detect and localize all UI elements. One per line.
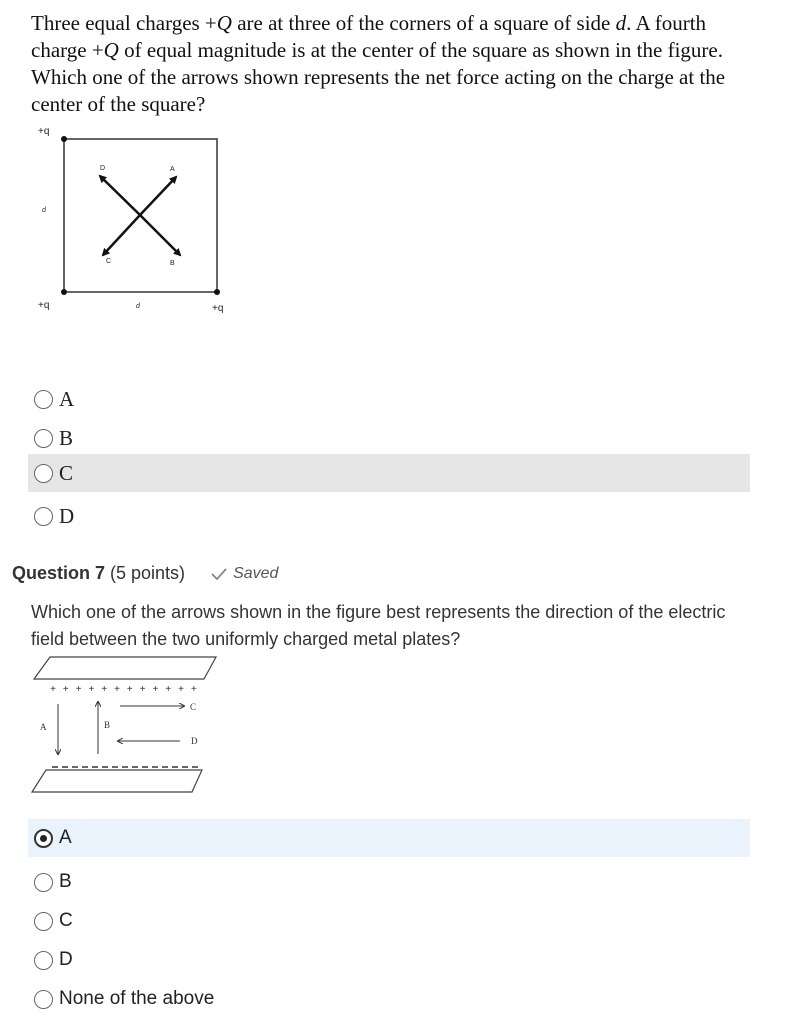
q6-option-a[interactable]: A [28,380,750,418]
saved-status [211,565,278,583]
q6-option-c[interactable]: C [28,454,750,492]
q7-option-b[interactable]: B [28,863,750,901]
question-7-title: Question 7 [12,563,106,583]
q6-radio-c[interactable] [34,464,53,483]
q6-option-b[interactable]: B [28,419,750,457]
q7-option-c[interactable]: C [28,902,750,940]
arrow-label-c: C [106,258,112,265]
arrow-label-d: D [100,165,106,172]
q6-option-d[interactable]: D [28,497,750,535]
arrow-label-c: C [190,702,197,712]
square-charges-figure [30,122,250,322]
arrow-label-b: B [170,260,175,267]
q7-radio-b[interactable] [34,873,53,892]
q7-radio-none[interactable] [34,990,53,1009]
arrow-label-a: A [40,722,47,732]
question-7-text: Which one of the arrows shown in the figure best represents the direction of the electric field between the two uniformly charged metal plates? [31,602,726,649]
question-6-text: Three equal charges +Q are at three of the corners of a square of side d. A fourth charge +Q of equal magnitude is at the center of the square as shown in the figure. Which one of the arrows shown represents the net force acting on the charge at the center of the square? [31,11,726,116]
q7-radio-d[interactable] [34,951,53,970]
charge-label-bottom-left: +q [38,300,50,311]
question-7-header [12,563,278,584]
q7-option-none[interactable]: None of the above [28,980,750,1018]
arrow-label-b: B [104,720,111,730]
top-plate [34,657,216,679]
charge-label-bottom-right: +q [212,303,224,314]
arrow-a [140,177,176,215]
charge-top-left [61,136,67,142]
question-7-points: (5 points) [110,563,186,583]
side-label-left: d [42,207,46,214]
q7-radio-c[interactable] [34,912,53,931]
q7-radio-a[interactable] [34,829,53,848]
arrow-d [100,176,140,215]
charged-plates-figure [30,652,220,794]
q6-radio-a[interactable] [34,390,53,409]
q6-radio-b[interactable] [34,429,53,448]
bottom-plate [32,770,202,792]
checkmark-icon [211,568,227,580]
q7-option-d[interactable]: D [28,941,750,979]
saved-label: Saved [233,564,279,582]
arrow-b [140,215,180,255]
charge-bottom-left [61,289,67,295]
arrow-label-d: D [191,736,198,746]
charge-label-top-left: +q [38,126,50,137]
top-plate-charges: + + + + + + + + + + + + [50,685,198,696]
q7-option-a[interactable]: A [28,819,750,857]
charge-bottom-right [214,289,220,295]
arrow-label-a: A [170,166,175,173]
side-label-bottom: d [136,303,140,310]
q6-radio-d[interactable] [34,507,53,526]
arrow-c [103,215,140,255]
